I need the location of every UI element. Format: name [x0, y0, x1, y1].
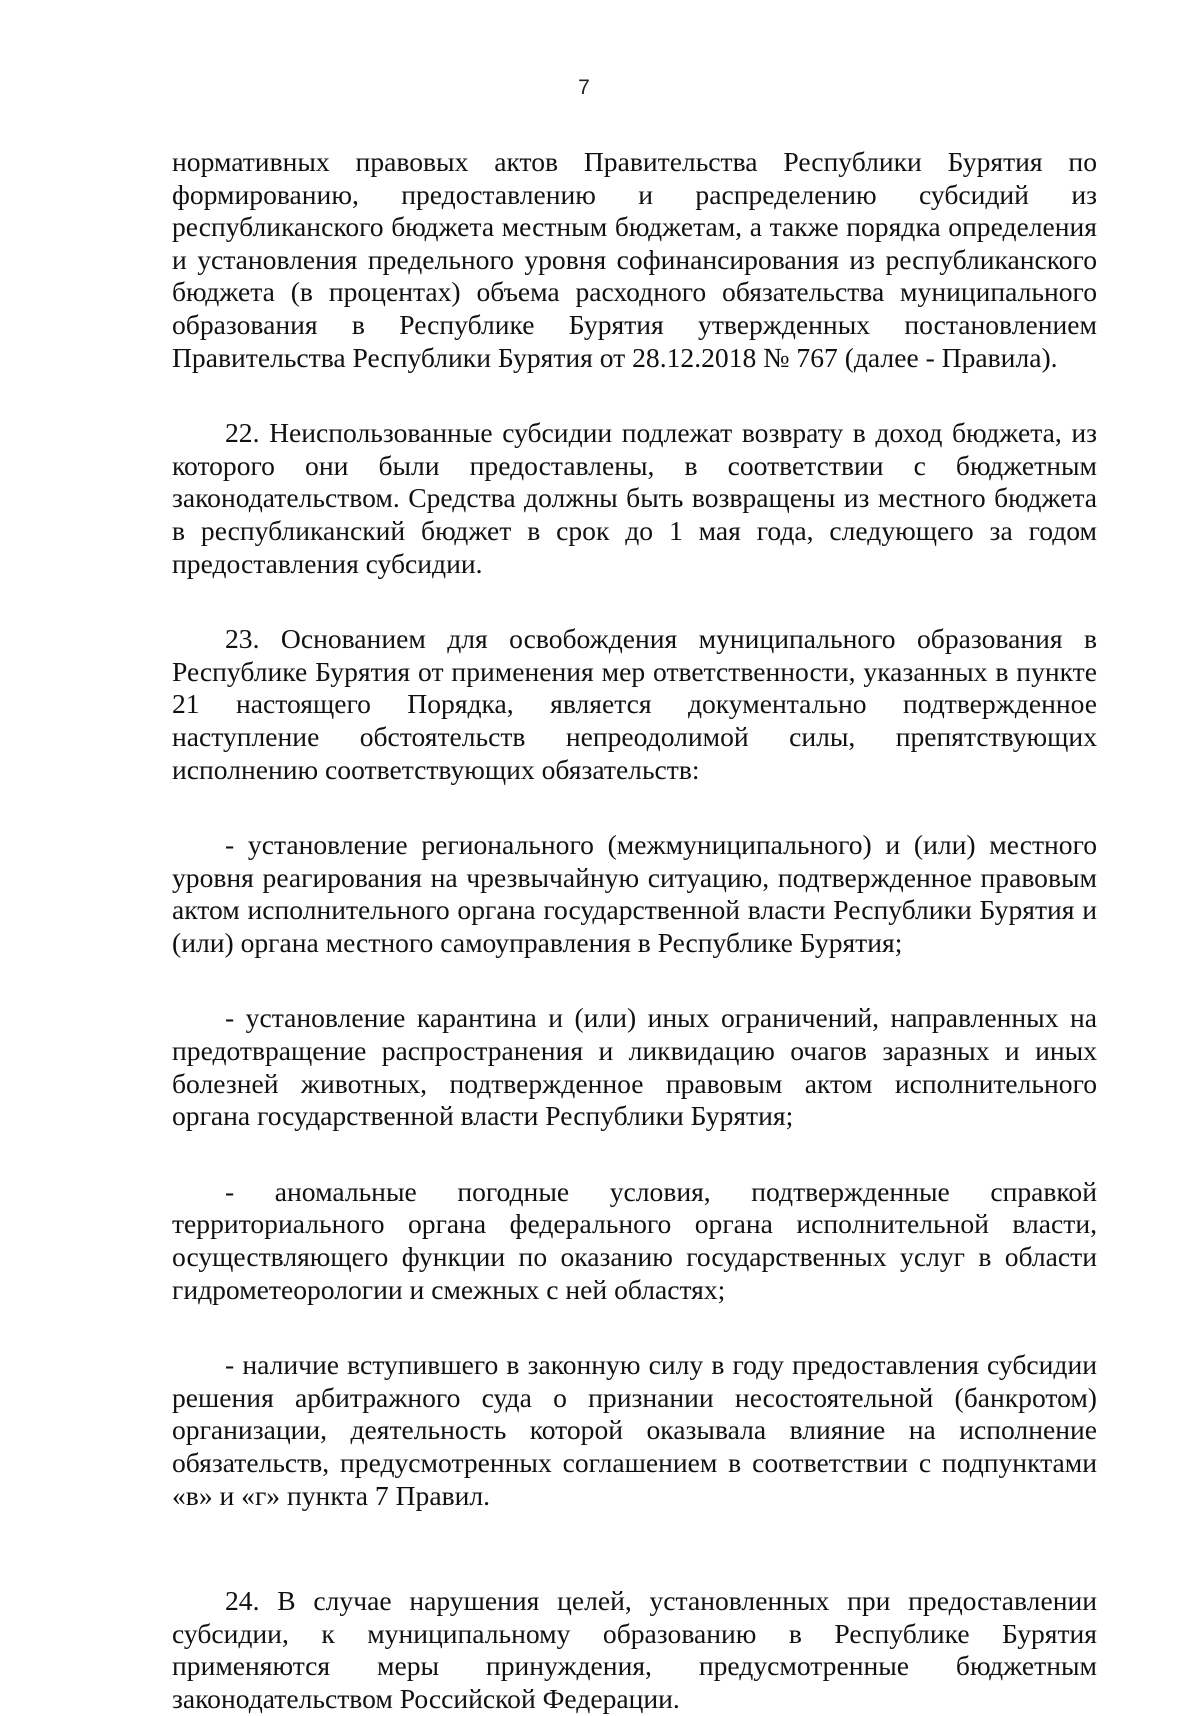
- page-number: 7: [578, 76, 590, 99]
- paragraph-continuation: нормативных правовых актов Правительства Республики Бурятия по формированию, предоставлению и распределению субсидий из республиканского бюджета местным бюджетам, а также порядка определения и установления предельного уровня софинансирования из республиканского бюджета (в процентах) объема расходного обязательства муниципального образования в Республике Бурятия утвержденных постановлением Правительства Республики Бурятия от 28.12.2018 № 767 (далее - Правила).: [172, 146, 1097, 373]
- list-item-bankruptcy: - наличие вступившего в законную силу в году предоставления субсидии решения арбитражного суда о признании несостоятельной (банкротом) организации, деятельность которой оказывала влияние на исполнение обязательств, предусмотренных соглашением в соответствии с подпунктами «в» и «г» пункта 7 Правил.: [172, 1349, 1097, 1511]
- paragraph-22: 22. Неиспользованные субсидии подлежат возврату в доход бюджета, из которого они были предоставлены, в соответствии с бюджетным законодательством. Средства должны быть возвращены из местного бюджета в республиканский бюджет в срок до 1 мая года, следующего за годом предоставления субсидии.: [172, 417, 1097, 579]
- list-item-emergency: - установление регионального (межмуниципального) и (или) местного уровня реагирования на чрезвычайную ситуацию, подтвержденное правовым актом исполнительного органа государственной власти Республики Бурятия и (или) органа местного самоуправления в Республике Бурятия;: [172, 829, 1097, 958]
- paragraph-24: 24. В случае нарушения целей, установленных при предоставлении субсидии, к муниципальному образованию в Республике Бурятия применяются меры принуждения, предусмотренные бюджетным законодательством Российской Федерации.: [172, 1585, 1097, 1714]
- document-body: [172, 146, 1097, 1716]
- list-item-weather: - аномальные погодные условия, подтвержденные справкой территориального органа федерального органа исполнительной власти, осуществляющего функции по оказанию государственных услуг в области гидрометеорологии и смежных с ней областях;: [172, 1175, 1097, 1305]
- list-item-quarantine: - установление карантина и (или) иных ограничений, направленных на предотвращение распространения и ликвидацию очагов заразных и иных болезней животных, подтвержденное правовым актом исполнительного органа государственной власти Республики Бурятия;: [172, 1002, 1097, 1132]
- paragraph-23: 23. Основанием для освобождения муниципального образования в Республике Бурятия от применения мер ответственности, указанных в пункте 21 настоящего Порядка, является документально подтвержденное наступление обстоятельств непреодолимой силы, препятствующих исполнению соответствующих обязательств:: [172, 623, 1097, 785]
